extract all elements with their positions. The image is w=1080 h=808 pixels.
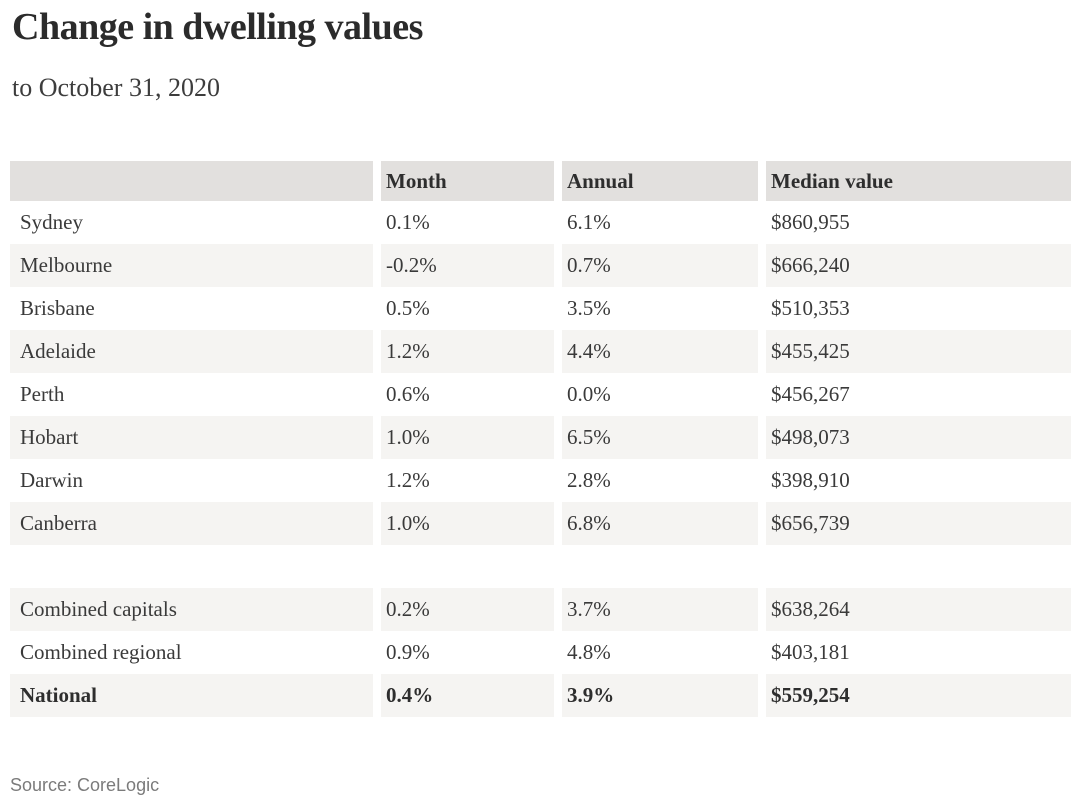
row-label: Combined regional: [10, 631, 373, 674]
table-row-canberra: [10, 502, 1071, 545]
row-label: Brisbane: [10, 287, 373, 330]
median-value: $498,073: [766, 416, 1071, 459]
table-row-combined-capitals: [10, 588, 1071, 631]
annual-value: 2.8%: [562, 459, 758, 502]
annual-value: 6.8%: [562, 502, 758, 545]
median-value: $559,254: [766, 674, 1071, 717]
median-value: $403,181: [766, 631, 1071, 674]
month-value: 0.6%: [381, 373, 554, 416]
row-label: Sydney: [10, 201, 373, 244]
annual-value: 3.5%: [562, 287, 758, 330]
annual-value: 6.1%: [562, 201, 758, 244]
median-value: $398,910: [766, 459, 1071, 502]
annual-value: 6.5%: [562, 416, 758, 459]
month-value: 0.5%: [381, 287, 554, 330]
row-label: Darwin: [10, 459, 373, 502]
table-row-perth: [10, 373, 1071, 416]
table-row-melbourne: [10, 244, 1071, 287]
annual-value: 0.7%: [562, 244, 758, 287]
col-header-blank: [10, 161, 373, 201]
annual-value: 4.4%: [562, 330, 758, 373]
median-value: $456,267: [766, 373, 1071, 416]
page-subtitle: to October 31, 2020: [12, 72, 220, 102]
median-value: $666,240: [766, 244, 1071, 287]
row-label: Combined capitals: [10, 588, 373, 631]
col-header-month: Month: [381, 161, 554, 201]
month-value: 0.9%: [381, 631, 554, 674]
table-row-national: [10, 674, 1071, 717]
annual-value: 3.7%: [562, 588, 758, 631]
table-row-brisbane: [10, 287, 1071, 330]
median-value: $656,739: [766, 502, 1071, 545]
col-header-median-value: Median value: [766, 161, 1071, 201]
table-row-darwin: [10, 459, 1071, 502]
row-label: Hobart: [10, 416, 373, 459]
month-value: 1.0%: [381, 502, 554, 545]
row-label: Melbourne: [10, 244, 373, 287]
table-header-row: [10, 161, 1071, 201]
month-value: 0.4%: [381, 674, 554, 717]
table-row-adelaide: [10, 330, 1071, 373]
median-value: $638,264: [766, 588, 1071, 631]
month-value: 0.2%: [381, 588, 554, 631]
row-label: Perth: [10, 373, 373, 416]
month-value: 1.2%: [381, 459, 554, 502]
table-spacer-row: [10, 545, 1071, 588]
annual-value: 3.9%: [562, 674, 758, 717]
median-value: $860,955: [766, 201, 1071, 244]
table-row-sydney: [10, 201, 1071, 244]
month-value: 1.2%: [381, 330, 554, 373]
table-row-hobart: [10, 416, 1071, 459]
month-value: -0.2%: [381, 244, 554, 287]
source-attribution: Source: CoreLogic: [10, 775, 160, 796]
median-value: $455,425: [766, 330, 1071, 373]
row-label: Adelaide: [10, 330, 373, 373]
dwelling-values-table: [10, 161, 1071, 717]
median-value: $510,353: [766, 287, 1071, 330]
month-value: 0.1%: [381, 201, 554, 244]
month-value: 1.0%: [381, 416, 554, 459]
page-title: Change in dwelling values: [12, 6, 423, 48]
row-label: National: [10, 674, 373, 717]
table-row-combined-regional: [10, 631, 1071, 674]
annual-value: 0.0%: [562, 373, 758, 416]
row-label: Canberra: [10, 502, 373, 545]
annual-value: 4.8%: [562, 631, 758, 674]
col-header-annual: Annual: [562, 161, 758, 201]
